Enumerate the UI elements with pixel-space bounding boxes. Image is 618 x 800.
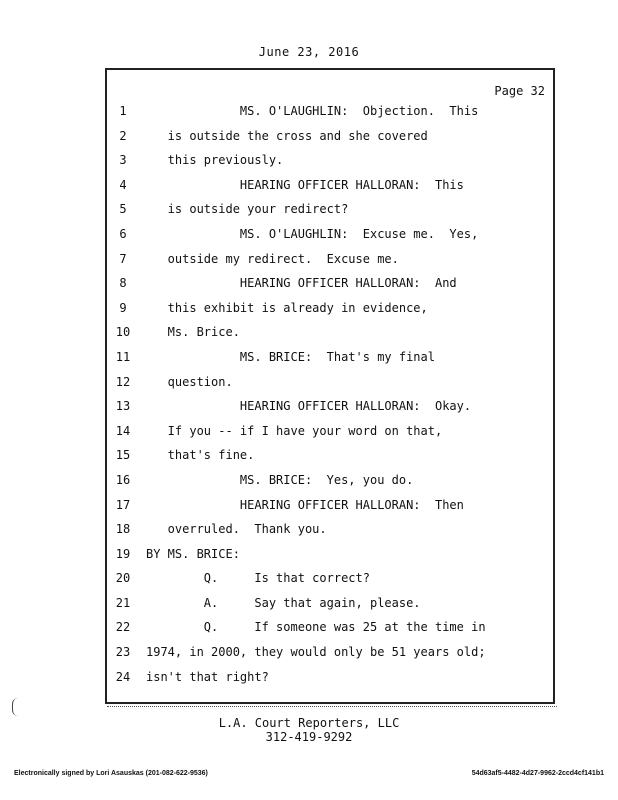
page-date: June 23, 2016: [258, 45, 360, 59]
line-number: 17: [115, 497, 131, 512]
line-number: 6: [119, 226, 127, 241]
transcript-line: this exhibit is already in evidence,: [146, 300, 428, 315]
transcript-line: Q. Is that correct?: [146, 571, 370, 586]
court-reporter-name: L.A. Court Reporters, LLC: [218, 716, 400, 730]
transcript-line: is outside the cross and she covered: [146, 128, 428, 143]
transcript-line: Q. If someone was 25 at the time in: [146, 620, 486, 635]
line-number: 7: [119, 251, 127, 266]
transcript-line: Ms. Brice.: [146, 325, 240, 340]
line-number: 21: [115, 595, 131, 610]
line-number: 16: [115, 472, 131, 487]
transcript-line: MS. BRICE: Yes, you do.: [146, 472, 414, 487]
transcript-lines: [146, 104, 551, 694]
electronic-signature: Electronically signed by Lori Asauskas (201-082-622-9536): [14, 770, 208, 777]
line-number: 5: [119, 202, 127, 217]
transcript-line: question.: [146, 374, 233, 389]
transcript-line: HEARING OFFICER HALLORAN: This: [146, 177, 464, 192]
line-number: 22: [115, 620, 131, 635]
line-number: 1: [119, 104, 127, 118]
line-number: 8: [119, 276, 127, 291]
line-number: 18: [115, 522, 131, 537]
transcript-line: this previously.: [146, 153, 284, 168]
line-number: 4: [119, 177, 127, 192]
transcript-line: HEARING OFFICER HALLORAN: Then: [146, 497, 464, 512]
transcript-line: 1974, in 2000, they would only be 51 years old;: [146, 645, 486, 660]
transcript-line: HEARING OFFICER HALLORAN: And: [146, 276, 457, 291]
line-number: 9: [119, 300, 127, 315]
transcript-line: that's fine.: [146, 448, 255, 463]
line-number: 20: [115, 571, 131, 586]
page-number: Page 32: [494, 84, 545, 98]
line-number: 24: [115, 669, 131, 684]
line-number: 2: [119, 128, 127, 143]
line-number: 3: [119, 153, 127, 168]
court-reporter-phone: 312-419-9292: [265, 730, 353, 744]
transcript-line: BY MS. BRICE:: [146, 546, 240, 561]
transcript-line: isn't that right?: [146, 669, 269, 684]
line-number: 14: [115, 423, 131, 438]
transcript-line: overruled. Thank you.: [146, 522, 327, 537]
line-number: 11: [115, 349, 131, 364]
transcript-line: outside my redirect. Excuse me.: [146, 251, 399, 266]
margin-mark: [12, 698, 19, 716]
line-number: 12: [115, 374, 131, 389]
transcript-line: HEARING OFFICER HALLORAN: Okay.: [146, 399, 472, 414]
line-number: 23: [115, 645, 131, 660]
transcript-line: is outside your redirect?: [146, 202, 349, 217]
frame-shadow: [107, 704, 557, 707]
document-id: 54d63af5-4482-4d27-9962-2ccd4cf141b1: [471, 770, 604, 777]
transcript-line: MS. O'LAUGHLIN: Excuse me. Yes,: [146, 226, 479, 241]
line-number: 19: [115, 546, 131, 561]
line-number: 10: [115, 325, 131, 340]
transcript-line: MS. BRICE: That's my final: [146, 349, 435, 364]
transcript-line: A. Say that again, please.: [146, 595, 421, 610]
court-reporter-footer: [0, 716, 618, 744]
transcript-line: If you -- if I have your word on that,: [146, 423, 443, 438]
transcript-line: MS. O'LAUGHLIN: Objection. This: [146, 104, 479, 118]
line-number-column: [103, 104, 143, 694]
line-number: 13: [115, 399, 131, 414]
line-number: 15: [115, 448, 131, 463]
